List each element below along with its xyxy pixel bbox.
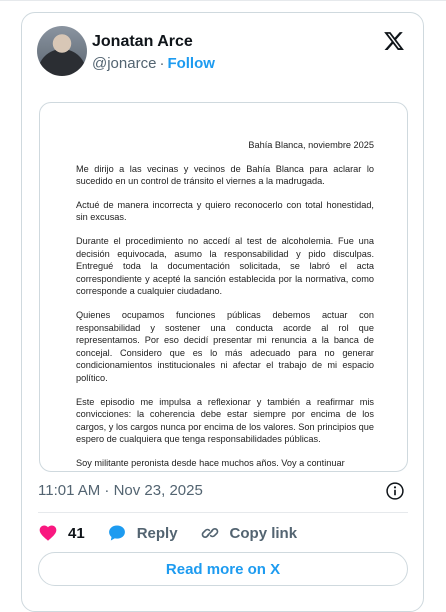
follow-button[interactable]: Follow <box>167 55 215 72</box>
letter-date: Bahía Blanca, noviembre 2025 <box>248 140 374 150</box>
post-actions <box>38 522 319 544</box>
reply-label: Reply <box>136 524 178 542</box>
letter-paragraph: Actué de manera incorrecta y quiero reconocerlo con total honestidad, sin excusas. <box>76 199 374 223</box>
handle-separator: · <box>159 55 165 72</box>
author-name[interactable]: Jonatan Arce <box>92 33 193 50</box>
info-icon[interactable] <box>385 481 405 501</box>
reply-button[interactable] <box>107 523 178 543</box>
reply-bubble-icon <box>107 523 127 543</box>
letter-paragraph: Quienes ocupamos funciones públicas debemos actuar con responsabilidad y sostener una conducta acorde al rol que representamos. Por eso decidí presentar mi renuncia a la banca de concejal. Considero que es lo más adecuado para no generar condicionamientos institucionales ni afectar el trabajo de mi espacio político. <box>76 309 374 383</box>
letter-paragraph: Este episodio me impulsa a reflexionar y también a reafirmar mis convicciones: la coherencia debe estar siempre por encima de los cargos, y los cargos nunca por encima de los valores. Son principios que espero de cualquiera que tenga responsabilidades públicas. <box>76 396 374 445</box>
post-timestamp[interactable]: 11:01 AM · Nov 23, 2025 <box>38 482 203 499</box>
read-more-button[interactable]: Read more on X <box>38 552 408 586</box>
author-handle[interactable]: @jonarce <box>92 55 157 72</box>
link-icon <box>200 523 220 543</box>
avatar[interactable] <box>37 26 87 76</box>
letter-paragraph: Durante el procedimiento no accedí al test de alcoholemia. Fue una decisión equivocada, asumo la responsabilidad y pido disculpas. Entregué toda la documentación solicitada, se labró el acta correspondiente y acepté la sanción establecida por la normativa, como corresponde a cualquier ciudadano. <box>76 235 374 297</box>
letter-paragraph: Me dirijo a las vecinas y vecinos de Bahía Blanca para aclarar lo sucedido en un control de tránsito el viernes a la madrugada. <box>76 163 374 187</box>
heart-icon <box>38 523 58 543</box>
x-logo-icon[interactable] <box>383 30 405 52</box>
like-count: 41 <box>68 524 85 542</box>
letter-document <box>76 139 374 472</box>
author-handle-row <box>92 55 215 72</box>
copy-link-label: Copy link <box>229 524 298 542</box>
top-divider <box>0 0 446 1</box>
copy-link-button[interactable] <box>200 523 298 543</box>
like-button[interactable] <box>38 523 85 543</box>
letter-paragraph: Soy militante peronista desde hace muchos años. Voy a continuar <box>76 457 345 468</box>
actions-divider <box>38 512 408 513</box>
attached-letter-image[interactable] <box>39 102 408 472</box>
